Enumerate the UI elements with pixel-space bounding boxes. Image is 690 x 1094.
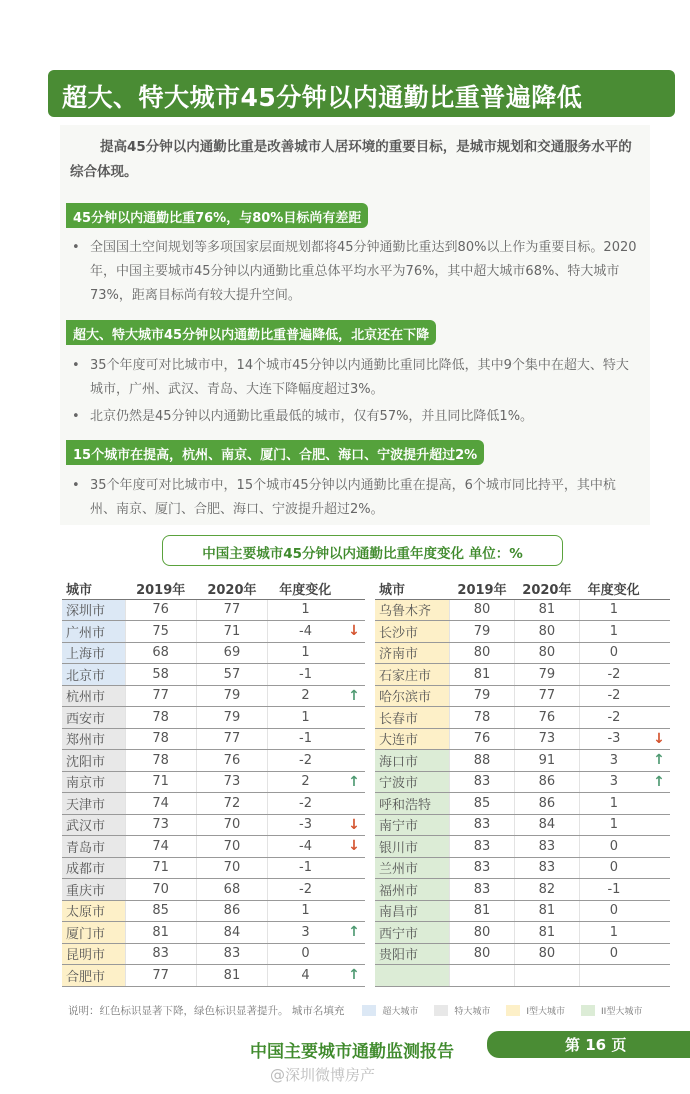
city-name: 福州市 <box>375 879 450 901</box>
arrow-cell <box>648 599 670 621</box>
commute-table-left <box>62 578 365 987</box>
value-2020: 77 <box>196 599 267 621</box>
city-name: 青岛市 <box>62 836 125 858</box>
value-2020: 81 <box>514 922 579 944</box>
yearly-change: 0 <box>579 900 648 922</box>
value-2019: 83 <box>450 879 515 901</box>
city-name: 深圳市 <box>62 599 125 621</box>
arrow-cell <box>343 642 365 664</box>
value-2019: 83 <box>450 814 515 836</box>
arrow-up-icon: ↑ <box>343 965 365 987</box>
city-name: 济南市 <box>375 642 450 664</box>
legend-label: 超大城市 <box>382 1007 419 1017</box>
yearly-change: -4 <box>268 836 343 858</box>
arrow-down-icon: ↓ <box>648 728 670 750</box>
value-2019 <box>450 965 515 987</box>
arrow-down-icon: ↓ <box>343 814 365 836</box>
yearly-change: 3 <box>268 922 343 944</box>
city-name: 郑州市 <box>62 728 125 750</box>
table-row <box>62 943 365 965</box>
value-2019: 80 <box>450 599 515 621</box>
page-number: 第 16 页 <box>487 1031 690 1058</box>
value-2020: 84 <box>514 814 579 836</box>
value-2019: 85 <box>125 900 196 922</box>
table-row <box>62 771 365 793</box>
city-name: 呼和浩特 <box>375 793 450 815</box>
value-2019: 85 <box>450 793 515 815</box>
arrow-header <box>648 578 670 599</box>
section-heading: 15个城市在提高，杭州、南京、厦门、合肥、海口、宁波提升超过2% <box>66 440 484 465</box>
value-2020: 73 <box>514 728 579 750</box>
yearly-change: 1 <box>268 642 343 664</box>
city-name: 北京市 <box>62 664 125 686</box>
table-row <box>375 836 670 858</box>
arrow-cell <box>648 836 670 858</box>
value-2019: 71 <box>125 771 196 793</box>
value-2019: 80 <box>450 922 515 944</box>
column-header: 城市 <box>375 578 450 599</box>
value-2019: 83 <box>125 943 196 965</box>
arrow-cell <box>648 664 670 686</box>
yearly-change: 3 <box>579 750 648 772</box>
arrow-cell <box>343 879 365 901</box>
arrow-header <box>343 578 365 599</box>
value-2020: 72 <box>196 793 267 815</box>
city-name: 贵阳市 <box>375 943 450 965</box>
table-row <box>62 857 365 879</box>
yearly-change: 0 <box>579 642 648 664</box>
city-name: 乌鲁木齐 <box>375 599 450 621</box>
table-row <box>375 814 670 836</box>
value-2019: 81 <box>450 664 515 686</box>
value-2019: 81 <box>125 922 196 944</box>
value-2020: 83 <box>514 857 579 879</box>
intro-text: 提高45分钟以内通勤比重是改善城市人居环境的重要目标，是城市规划和交通服务水平的综合体现。 <box>70 139 632 180</box>
table-row <box>375 707 670 729</box>
arrow-cell <box>343 728 365 750</box>
city-name: 宁波市 <box>375 771 450 793</box>
city-name: 合肥市 <box>62 965 125 987</box>
arrow-cell <box>343 857 365 879</box>
yearly-change: 1 <box>268 707 343 729</box>
arrow-up-icon: ↑ <box>343 922 365 944</box>
value-2020: 70 <box>196 857 267 879</box>
arrow-cell <box>343 793 365 815</box>
table-row <box>375 685 670 707</box>
city-name: 厦门市 <box>62 922 125 944</box>
value-2019: 77 <box>125 965 196 987</box>
yearly-change: 1 <box>579 599 648 621</box>
city-name: 上海市 <box>62 642 125 664</box>
column-header: 年度变化 <box>579 578 648 599</box>
value-2020: 82 <box>514 879 579 901</box>
value-2020 <box>514 965 579 987</box>
city-name: 海口市 <box>375 750 450 772</box>
value-2019: 78 <box>450 707 515 729</box>
yearly-change: 1 <box>268 900 343 922</box>
value-2019: 88 <box>450 750 515 772</box>
arrow-cell <box>648 857 670 879</box>
city-name: 南京市 <box>62 771 125 793</box>
yearly-change: -3 <box>268 814 343 836</box>
city-name: 重庆市 <box>62 879 125 901</box>
yearly-change: -2 <box>268 750 343 772</box>
value-2020: 84 <box>196 922 267 944</box>
legend-swatch <box>506 1005 520 1016</box>
table-row <box>375 599 670 621</box>
arrow-cell <box>343 599 365 621</box>
value-2020: 76 <box>514 707 579 729</box>
arrow-cell <box>648 922 670 944</box>
table-row <box>62 814 365 836</box>
value-2019: 79 <box>450 685 515 707</box>
city-name: 石家庄市 <box>375 664 450 686</box>
bullet: • 北京仍然是45分钟以内通勤比重最低的城市，仅有57%，并且同比降低1%。 <box>72 405 640 429</box>
arrow-up-icon: ↑ <box>648 750 670 772</box>
arrow-cell <box>648 814 670 836</box>
table-row <box>62 664 365 686</box>
arrow-cell <box>648 793 670 815</box>
value-2019: 80 <box>450 943 515 965</box>
yearly-change: -1 <box>268 728 343 750</box>
arrow-cell <box>648 879 670 901</box>
table-row <box>375 965 670 987</box>
column-header: 城市 <box>62 578 125 599</box>
value-2019: 76 <box>125 599 196 621</box>
value-2019: 78 <box>125 750 196 772</box>
arrow-cell <box>343 750 365 772</box>
yearly-change: 1 <box>268 599 343 621</box>
arrow-cell <box>343 900 365 922</box>
value-2020: 57 <box>196 664 267 686</box>
table-row <box>62 793 365 815</box>
arrow-cell <box>343 664 365 686</box>
value-2019: 73 <box>125 814 196 836</box>
legend-label: II型大城市 <box>601 1007 643 1017</box>
yearly-change: -2 <box>268 879 343 901</box>
value-2019: 71 <box>125 857 196 879</box>
city-name: 广州市 <box>62 621 125 643</box>
table-row <box>62 685 365 707</box>
column-header: 2019年 <box>125 578 196 599</box>
city-name: 西宁市 <box>375 922 450 944</box>
city-name: 银川市 <box>375 836 450 858</box>
city-name: 西安市 <box>62 707 125 729</box>
value-2020: 79 <box>514 664 579 686</box>
value-2020: 79 <box>196 685 267 707</box>
city-name: 天津市 <box>62 793 125 815</box>
table-row <box>375 900 670 922</box>
legend-swatch <box>581 1005 595 1016</box>
yearly-change: -3 <box>579 728 648 750</box>
bullet: • 35个年度可对比城市中，15个城市45分钟以内通勤比重在提高，6个城市同比持平，其中杭州、南京、厦门、合肥、海口、宁波提升超过2%。 <box>72 474 640 522</box>
column-header: 年度变化 <box>268 578 343 599</box>
table-row <box>375 943 670 965</box>
yearly-change <box>579 965 648 987</box>
city-name: 太原市 <box>62 900 125 922</box>
value-2019: 58 <box>125 664 196 686</box>
legend-note: 说明：红色标识显著下降，绿色标识显著提升。 城市名填充 <box>68 1005 345 1017</box>
bullet: • 35个年度可对比城市中，14个城市45分钟以内通勤比重同比降低，其中9个集中在超大、特大城市，广州、武汉、青岛、大连下降幅度超过3%。 <box>72 354 640 402</box>
yearly-change: 0 <box>579 943 648 965</box>
table-row <box>375 750 670 772</box>
table-row <box>62 621 365 643</box>
value-2019: 68 <box>125 642 196 664</box>
table-row <box>62 922 365 944</box>
value-2019: 70 <box>125 879 196 901</box>
yearly-change: 1 <box>579 621 648 643</box>
table-row <box>62 836 365 858</box>
arrow-cell <box>343 707 365 729</box>
yearly-change: -2 <box>579 685 648 707</box>
city-name: 沈阳市 <box>62 750 125 772</box>
value-2019: 74 <box>125 793 196 815</box>
table-row <box>62 728 365 750</box>
table-row <box>62 879 365 901</box>
section-heading: 超大、特大城市45分钟以内通勤比重普遍降低，北京还在下降 <box>66 320 436 345</box>
city-name: 大连市 <box>375 728 450 750</box>
commute-table-right <box>375 578 670 987</box>
value-2020: 91 <box>514 750 579 772</box>
value-2020: 76 <box>196 750 267 772</box>
value-2019: 81 <box>450 900 515 922</box>
yearly-change: 0 <box>579 836 648 858</box>
value-2019: 74 <box>125 836 196 858</box>
yearly-change: -2 <box>268 793 343 815</box>
table-row <box>62 599 365 621</box>
arrow-cell <box>648 943 670 965</box>
value-2020: 81 <box>196 965 267 987</box>
value-2020: 77 <box>514 685 579 707</box>
table-row <box>375 857 670 879</box>
page-title: 超大、特大城市45分钟以内通勤比重普遍降低 <box>48 70 675 117</box>
value-2019: 83 <box>450 771 515 793</box>
yearly-change: 1 <box>579 922 648 944</box>
value-2020: 83 <box>514 836 579 858</box>
city-name: 长沙市 <box>375 621 450 643</box>
arrow-cell <box>648 685 670 707</box>
value-2020: 86 <box>196 900 267 922</box>
yearly-change: -1 <box>268 857 343 879</box>
yearly-change: 1 <box>579 814 648 836</box>
yearly-change: 1 <box>579 793 648 815</box>
yearly-change: -1 <box>579 879 648 901</box>
legend <box>68 1003 642 1018</box>
table-row <box>62 900 365 922</box>
table-caption: 中国主要城市45分钟以内通勤比重年度变化 单位：% <box>162 535 563 566</box>
yearly-change: 0 <box>579 857 648 879</box>
column-header: 2020年 <box>196 578 267 599</box>
city-name: 哈尔滨市 <box>375 685 450 707</box>
value-2020: 80 <box>514 943 579 965</box>
watermark: @深圳微博房产 <box>270 1066 376 1084</box>
value-2020: 86 <box>514 793 579 815</box>
arrow-up-icon: ↑ <box>343 685 365 707</box>
table-header-row <box>375 578 670 599</box>
city-name: 成都市 <box>62 857 125 879</box>
value-2020: 73 <box>196 771 267 793</box>
table-row <box>375 664 670 686</box>
arrow-cell <box>343 943 365 965</box>
value-2019: 75 <box>125 621 196 643</box>
value-2019: 78 <box>125 728 196 750</box>
value-2020: 80 <box>514 621 579 643</box>
city-name: 南昌市 <box>375 900 450 922</box>
value-2020: 77 <box>196 728 267 750</box>
value-2020: 81 <box>514 599 579 621</box>
yearly-change: -2 <box>579 664 648 686</box>
yearly-change: 2 <box>268 771 343 793</box>
value-2020: 81 <box>514 900 579 922</box>
value-2020: 71 <box>196 621 267 643</box>
city-name <box>375 965 450 987</box>
city-name: 长春市 <box>375 707 450 729</box>
value-2020: 83 <box>196 943 267 965</box>
value-2019: 79 <box>450 621 515 643</box>
arrow-cell <box>648 621 670 643</box>
value-2019: 83 <box>450 836 515 858</box>
section-heading: 45分钟以内通勤比重76%，与80%目标尚有差距 <box>66 203 368 228</box>
yearly-change: -2 <box>579 707 648 729</box>
yearly-change: 4 <box>268 965 343 987</box>
value-2020: 79 <box>196 707 267 729</box>
value-2020: 70 <box>196 814 267 836</box>
yearly-change: 2 <box>268 685 343 707</box>
column-header: 2020年 <box>514 578 579 599</box>
table-row <box>375 728 670 750</box>
yearly-change: -1 <box>268 664 343 686</box>
table-row <box>375 922 670 944</box>
value-2020: 70 <box>196 836 267 858</box>
bullet: • 全国国土空间规划等多项国家层面规划都将45分钟通勤比重达到80%以上作为重要目标。2020年，中国主要城市45分钟以内通勤比重总体平均水平为76%，其中超大城市68%、特大城市73%，距离目标尚有较大提升空间。 <box>72 236 640 308</box>
arrow-down-icon: ↓ <box>343 621 365 643</box>
arrow-cell <box>648 900 670 922</box>
report-title: 中国主要城市通勤监测报告 <box>250 1042 454 1062</box>
legend-swatch <box>434 1005 448 1016</box>
city-name: 杭州市 <box>62 685 125 707</box>
table-row <box>375 793 670 815</box>
table-row <box>62 707 365 729</box>
table-row <box>62 750 365 772</box>
value-2020: 69 <box>196 642 267 664</box>
legend-label: 特大城市 <box>454 1007 491 1017</box>
yearly-change: 3 <box>579 771 648 793</box>
arrow-down-icon: ↓ <box>343 836 365 858</box>
legend-label: I型大城市 <box>526 1007 566 1017</box>
city-name: 昆明市 <box>62 943 125 965</box>
yearly-change: -4 <box>268 621 343 643</box>
arrow-cell <box>648 707 670 729</box>
table-header-row <box>62 578 365 599</box>
arrow-cell <box>648 965 670 987</box>
value-2019: 76 <box>450 728 515 750</box>
table-row <box>62 642 365 664</box>
yearly-change: 0 <box>268 943 343 965</box>
value-2020: 86 <box>514 771 579 793</box>
table-row <box>62 965 365 987</box>
value-2020: 80 <box>514 642 579 664</box>
city-name: 兰州市 <box>375 857 450 879</box>
arrow-up-icon: ↑ <box>343 771 365 793</box>
city-name: 南宁市 <box>375 814 450 836</box>
table-row <box>375 621 670 643</box>
arrow-cell <box>648 642 670 664</box>
column-header: 2019年 <box>450 578 515 599</box>
value-2020: 68 <box>196 879 267 901</box>
table-row <box>375 642 670 664</box>
value-2019: 83 <box>450 857 515 879</box>
arrow-up-icon: ↑ <box>648 771 670 793</box>
table-row <box>375 771 670 793</box>
value-2019: 77 <box>125 685 196 707</box>
value-2019: 80 <box>450 642 515 664</box>
value-2019: 78 <box>125 707 196 729</box>
table-row <box>375 879 670 901</box>
city-name: 武汉市 <box>62 814 125 836</box>
legend-swatch <box>362 1005 376 1016</box>
